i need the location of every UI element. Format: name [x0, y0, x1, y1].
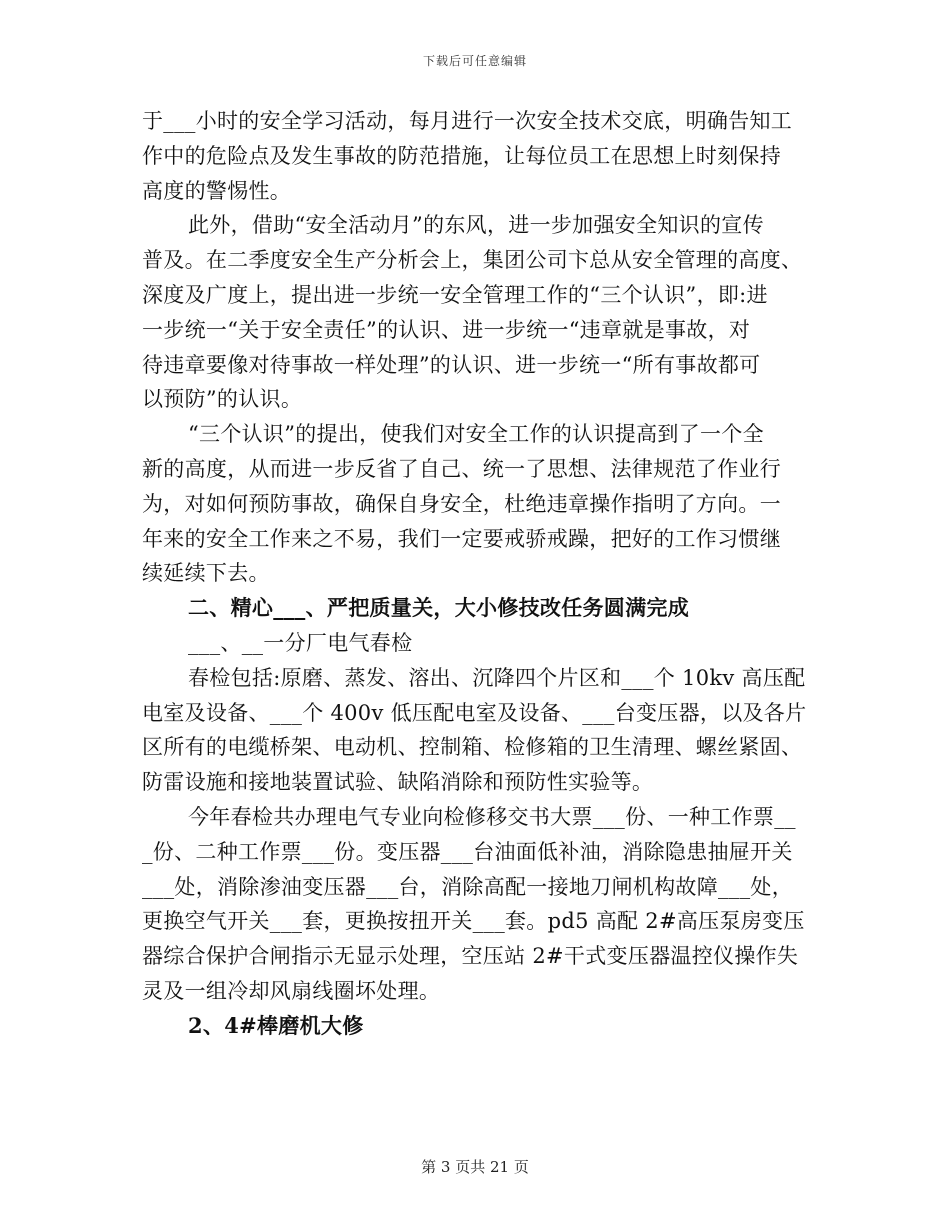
text-line: 更换空气开关___套，更换按扭开关___套。pd5 高配 2#高压泵房变压: [142, 909, 805, 934]
text-line: 待违章要像对待事故一样处理”的认识、进一步统一“所有事故都可: [142, 352, 761, 377]
paragraph: [142, 661, 812, 800]
text-line: 普及。在二季度安全生产分析会上，集团公司卞总从安全管理的高度、: [142, 248, 803, 273]
text-line: 以预防”的认识。: [142, 387, 303, 412]
paragraph: [142, 104, 812, 208]
text-line: 一步统一“关于安全责任”的认识、进一步统一“违章就是事故，对: [142, 317, 751, 342]
text-line: 春检包括:原磨、蒸发、溶出、沉降四个片区和___个 10kv 高压配: [188, 665, 806, 690]
text-line: 防雷设施和接地装置试验、缺陷消除和预防性实验等。: [142, 770, 654, 795]
text-line: _份、二种工作票___份。变压器___台油面低补油，消除隐患抽屉开关: [142, 839, 793, 864]
text-line: 高度的警惕性。: [142, 178, 292, 203]
text-line: 深度及广度上，提出进一步统一安全管理工作的“三个认识”，即:进: [142, 282, 768, 307]
text-line: 作中的危险点及发生事故的防范措施，让每位员工在思想上时刻保持: [142, 143, 781, 168]
text-line: 新的高度，从而进一步反省了自己、统一了思想、法律规范了作业行: [142, 456, 781, 481]
text-line: 2、4#棒磨机大修: [188, 1012, 364, 1038]
text-line: 二、精心___、严把质量关，大小修技改任务圆满完成: [188, 595, 689, 621]
text-line: 区所有的电缆桥架、电动机、控制箱、检修箱的卫生清理、螺丝紧固、: [142, 735, 803, 760]
text-line: 今年春检共办理电气专业向检修移交书大票___份、一种工作票__: [188, 804, 796, 829]
text-line: 此外，借助“安全活动月”的东风，进一步加强安全知识的宣传: [188, 213, 764, 238]
text-line: “三个认识”的提出，使我们对安全工作的认识提高到了一个全: [188, 422, 764, 447]
text-line: 续延续下去。: [142, 561, 270, 586]
document-body: [142, 104, 812, 1044]
text-line: 为，对如何预防事故，确保自身安全，杜绝违章操作指明了方向。一: [142, 491, 781, 516]
text-line: 于___小时的安全学习活动，每月进行一次安全技术交底，明确告知工: [142, 109, 793, 133]
page-footer: 第 3 页共 21 页: [421, 1158, 529, 1176]
paragraph: [142, 800, 812, 1009]
section-heading: [142, 1009, 812, 1044]
text-line: ___、__一分厂电气春检: [188, 630, 413, 655]
text-line: 器综合保护合闸指示无显示处理，空压站 2#干式变压器温控仪操作失: [142, 944, 799, 969]
section-heading: [142, 591, 812, 626]
text-line: 灵及一组冷却风扇线圈坏处理。: [142, 978, 441, 1003]
paragraph: [142, 417, 812, 591]
text-line: 年来的安全工作来之不易，我们一定要戒骄戒躁，把好的工作习惯继: [142, 526, 781, 551]
text-line: ___处，消除渗油变压器___台，消除高配一接地刀闸机构故障___处，: [142, 874, 793, 899]
page-header: 下载后可任意编辑: [422, 54, 527, 68]
text-line: 电室及设备、___个 400v 低压配电室及设备、___台变压器，以及各片: [142, 700, 807, 725]
paragraph: [142, 626, 812, 661]
paragraph: [142, 208, 812, 417]
